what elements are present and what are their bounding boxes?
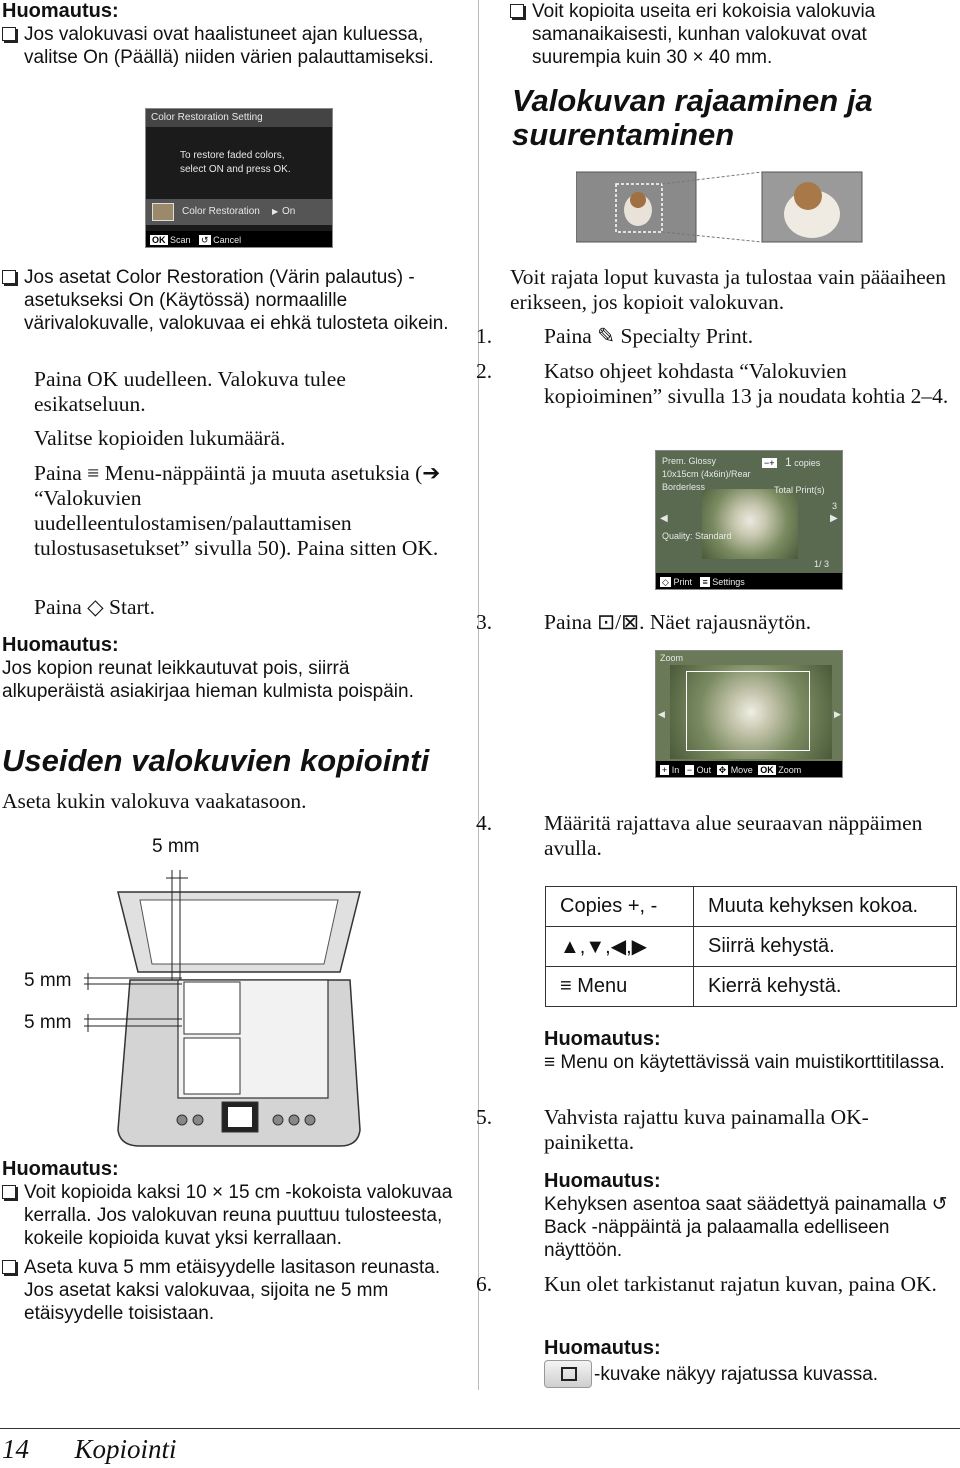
chapter-name: Kopiointi	[74, 1434, 177, 1464]
triangle-right-icon: ▶	[272, 207, 279, 216]
right-note-1: Huomautus: ≡ Menu on käytettävissä vain muistikorttitilassa.	[544, 1028, 945, 1073]
ok-key-icon: OK	[152, 235, 166, 245]
section-intro: Aseta kukin valokuva vaakatasoon.	[2, 789, 307, 813]
restoration-thumbnail-icon	[152, 203, 174, 221]
copies-value: 1	[785, 455, 792, 469]
total-prints-value: 3	[832, 501, 838, 511]
screen-message-2: select ON and press OK.	[180, 164, 291, 175]
copies-label: copies	[794, 458, 821, 468]
action-cell: Muuta kehyksen kokoa.	[694, 887, 957, 927]
scanner-drawing	[0, 830, 470, 1150]
triangle-left-icon: ◀	[660, 513, 668, 524]
right-step-1: 1. Paina ✎ Specialty Print.	[476, 324, 754, 348]
label-5mm-left-1: 5 mm	[24, 970, 72, 991]
checkbox-bullet-icon	[2, 27, 16, 41]
arrow-keys-icon: ✥	[718, 765, 727, 775]
left-note-1	[2, 0, 452, 69]
note-text: Jos valokuvasi ovat haalistuneet ajan kuluessa, valitse On (Päällä) niiden värien palauttamiseksi.	[24, 24, 434, 68]
right-step-5: 5. Vahvista rajattu kuva painamalla OK-painiketta.	[476, 1105, 869, 1154]
quality-setting: Quality: Standard	[662, 531, 732, 541]
page-number: 14	[2, 1434, 29, 1464]
note-heading: Huomautus:	[2, 0, 119, 22]
crop-illustration	[576, 170, 866, 244]
left-note-2: Huomautus: Jos kopion reunat leikkautuvat pois, siirrä alkuperäistä asiakirjaa hieman kulmista poispäin.	[2, 634, 414, 702]
total-prints-label: Total Print(s)	[774, 485, 825, 495]
action-cell: Siirrä kehystä.	[694, 927, 957, 967]
label-5mm-top: 5 mm	[152, 836, 200, 857]
paper-size: 10x15cm (4x6in)/Rear	[662, 469, 751, 479]
table-row	[546, 887, 957, 927]
right-step-2: 2. Katso ohjeet kohdasta “Valokuvien kopioiminen” sivulla 13 ja noudata kohtia 2–4.	[476, 359, 949, 408]
checkbox-bullet-icon	[510, 4, 524, 18]
left-step-7: Paina ◇ Start.	[34, 595, 156, 619]
label-5mm-left-2: 5 mm	[24, 1012, 72, 1033]
checkbox-bullet-icon	[2, 270, 16, 284]
checkbox-bullet-icon	[2, 1185, 16, 1199]
footer-cancel: Cancel	[213, 235, 242, 245]
menu-key-icon: ≡	[702, 577, 708, 587]
footer-out: Out	[696, 765, 712, 775]
screen-title: Color Restoration Setting	[146, 109, 332, 127]
triangle-left-icon: ◀	[658, 709, 665, 719]
right-step-3: 3. Paina ⊡/⊠. Näet rajausnäytön.	[476, 610, 812, 634]
footer-print: Print	[673, 577, 692, 587]
footer-rule	[0, 1428, 960, 1429]
crop-frame	[686, 671, 810, 751]
key-cell: ▲,▼,◀,▶	[546, 927, 694, 967]
option-label: Color Restoration	[182, 206, 260, 217]
scanner-diagram	[0, 830, 470, 1150]
action-cell: Kierrä kehystä.	[694, 967, 957, 1007]
section-heading-crop-zoom: Valokuvan rajaaminen ja suurentaminen	[512, 83, 873, 152]
left-step-6: Paina ≡ Menu-näppäintä ja muuta asetuksia (➔ “Valokuvien uudelleentulostamisen/palauttamisen tulostusasetukset” sivulla 50). Paina sitten OK.	[34, 461, 441, 560]
minus-plus-icon: −+	[764, 458, 775, 468]
table-row	[546, 967, 957, 1007]
left-step-5: Valitse kopioiden lukumäärä.	[34, 426, 286, 450]
footer-settings: Settings	[712, 577, 745, 587]
checkbox-bullet-icon	[2, 1260, 16, 1274]
zoom-title: Zoom	[660, 653, 684, 663]
start-key-icon: ◇	[662, 577, 669, 587]
lcd-screen-color-restoration	[145, 108, 333, 248]
preview-photo	[702, 489, 798, 559]
border-setting: Borderless	[662, 482, 706, 492]
left-step-4: Paina OK uudelleen. Valokuva tulee esikatseluun.	[34, 367, 346, 416]
minus-key-icon: −	[686, 765, 693, 775]
left-note-3: Huomautus: Voit kopioida kaksi 10 × 15 cm -kokoista valokuvaa kerralla. Jos valokuvan reuna puuttuu tulosteesta, kokeile kopioida kuvat yksi kerrallaan. Aseta kuva 5 mm etäisyydelle lasitason reunasta. Jos asetat kaksi valokuvaa, sijoita ne 5 mm etäisyydelle toisistaan.	[2, 1158, 453, 1324]
lcd-screen-zoom	[655, 650, 843, 778]
ok-key-icon: OK	[760, 765, 774, 775]
option-value: On	[282, 206, 296, 217]
triangle-right-icon: ▶	[834, 709, 841, 719]
footer-scan: Scan	[170, 235, 191, 245]
paper-type: Prem. Glossy	[662, 456, 717, 466]
key-cell: ≡ Menu	[546, 967, 694, 1007]
column-divider	[478, 0, 479, 1390]
right-note-3: Huomautus: -kuvake näkyy rajatussa kuvassa.	[544, 1337, 954, 1388]
key-cell: Copies +, -	[546, 887, 694, 927]
back-key-icon: ↺	[201, 235, 209, 245]
footer-zoom: Zoom	[778, 765, 802, 775]
footer-in: In	[671, 765, 680, 775]
page-footer	[2, 1434, 177, 1465]
right-step-6: 6. Kun olet tarkistanut rajatun kuvan, paina OK.	[476, 1272, 937, 1296]
plus-key-icon: +	[662, 765, 668, 775]
right-intro: Voit rajata loput kuvasta ja tulostaa vain pääaiheen erikseen, jos kopioit valokuvan.	[510, 265, 947, 314]
crop-indicator-icon	[544, 1360, 592, 1388]
footer-move: Move	[730, 765, 753, 775]
crop-keys-table	[545, 886, 957, 1007]
screen-message-1: To restore faded colors,	[180, 150, 285, 161]
lcd-screen-print-preview	[655, 450, 843, 590]
right-top-bullet: Voit kopioita useita eri kokoisia valokuvia samanaikaisesti, kunhan valokuvat ovat suurempia kuin 30 × 40 mm.	[510, 0, 950, 69]
triangle-right-icon: ▶	[830, 513, 838, 524]
section-heading-multiple-photos: Useiden valokuvien kopiointi	[2, 743, 430, 778]
table-row	[546, 927, 957, 967]
left-bullet-color-restoration: Jos asetat Color Restoration (Värin palautus) -asetukseksi On (Käytössä) normaalille värivalokuvalle, valokuvaa ei ehkä tulosteta oikein.	[2, 266, 452, 335]
page-indicator: 1/ 3	[814, 559, 830, 569]
right-step-4: 4. Määritä rajattava alue seuraavan näppäimen avulla.	[476, 811, 923, 860]
right-note-2: Huomautus: Kehyksen asentoa saat säädettyä painamalla ↺ Back -näppäintä ja palaamalla edelliseen näyttöön.	[544, 1170, 948, 1261]
